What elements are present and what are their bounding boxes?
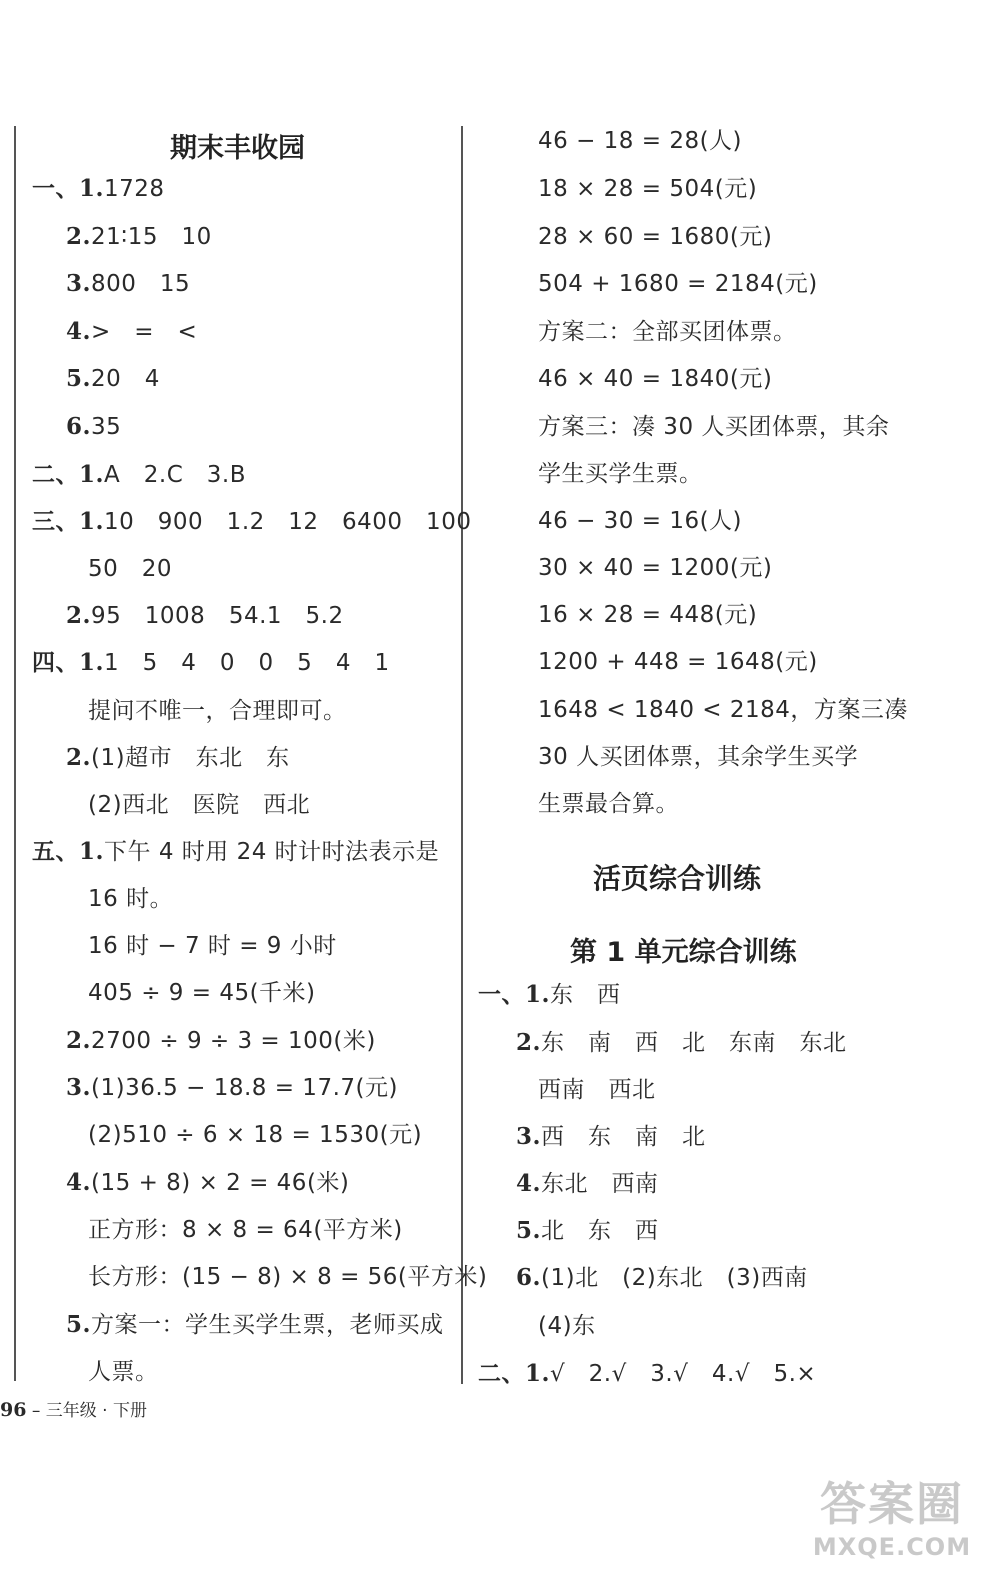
- left-answer-line: [66, 743, 290, 773]
- right-answer-line: [538, 317, 797, 347]
- right-answer-line: [538, 269, 818, 299]
- answer-text: 800 15: [91, 271, 191, 297]
- answer-text: 北 东 西: [541, 1218, 659, 1244]
- answer-text: 1 5 4 0 0 5 4 1: [104, 650, 390, 676]
- right-answer-line: [538, 647, 818, 677]
- right-answer-line: [538, 600, 757, 630]
- unit1-answer-line: [538, 1311, 596, 1341]
- question-number: 一、1.: [478, 981, 551, 1008]
- answer-text: 方案三：凑 30 人买团体票，其余: [538, 414, 890, 440]
- unit1-answer-line: [516, 1169, 659, 1199]
- answer-text: (15 + 8) × 2 = 46(米): [91, 1170, 350, 1196]
- answer-text: 28 × 60 = 1680(元): [538, 224, 773, 250]
- unit1-answer-line: [478, 980, 621, 1010]
- question-number: 5.: [516, 1217, 542, 1244]
- answer-text: 西南 西北: [538, 1077, 656, 1103]
- answer-text: 95 1008 54.1 5.2: [91, 603, 344, 629]
- question-number: 二、1.: [32, 461, 105, 488]
- right-answer-line: [538, 174, 757, 204]
- answer-text: (1)超市 东北 东: [91, 745, 290, 771]
- right-answer-line: [538, 222, 772, 252]
- question-number: 2.: [66, 223, 92, 250]
- right-answer-line: [538, 412, 889, 442]
- question-number: 一、1.: [32, 175, 105, 202]
- right-answer-line: [538, 364, 772, 394]
- answer-text: 2700 ÷ 9 ÷ 3 = 100(米): [91, 1028, 376, 1054]
- left-answer-line: [88, 1357, 159, 1387]
- section-title-worksheet: 活页综合训练: [593, 862, 762, 895]
- answer-text: 东 西: [550, 982, 621, 1008]
- answer-text: 1200 + 448 = 1648(元): [538, 649, 818, 675]
- left-answer-line: [66, 1026, 376, 1056]
- watermark-top-text: 答案圈: [820, 1477, 964, 1531]
- left-answer-line: [88, 1215, 403, 1245]
- question-number: 四、1.: [32, 649, 105, 676]
- left-answer-line: [88, 1120, 422, 1150]
- left-answer-line: [66, 412, 121, 442]
- left-answer-line: [66, 364, 160, 394]
- question-number: 5.: [66, 1311, 92, 1338]
- left-answer-line: [88, 696, 347, 726]
- right-answer-line: [538, 742, 858, 772]
- answer-text: A 2.C 3.B: [104, 462, 246, 488]
- left-answer-line: [32, 174, 165, 204]
- answer-text: 下午 4 时用 24 时计时法表示是: [104, 839, 440, 865]
- footer-dash: –: [31, 1401, 41, 1421]
- answer-text: 方案一：学生买学生票，老师买成: [91, 1312, 444, 1338]
- question-number: 4.: [516, 1170, 542, 1197]
- answer-text: 生票最合算。: [538, 791, 679, 817]
- question-number: 五、1.: [32, 838, 105, 865]
- answer-text: 1728: [104, 176, 165, 202]
- left-answer-line: [66, 1168, 349, 1198]
- right-answer-line: [538, 553, 772, 583]
- footer-grade-label: 三年级 · 下册: [45, 1401, 147, 1421]
- answer-text: 20 4: [91, 366, 160, 392]
- unit1-answer-line: [516, 1028, 847, 1058]
- column-divider: [461, 126, 463, 1384]
- answer-text: (1)36.5 − 18.8 = 17.7(元): [91, 1075, 398, 1101]
- question-number: 三、1.: [32, 508, 105, 535]
- answer-text: 18 × 28 = 504(元): [538, 176, 758, 202]
- unit1-answer-line: [478, 1359, 816, 1389]
- left-answer-line: [66, 1310, 444, 1340]
- question-number: 二、1.: [478, 1360, 551, 1387]
- question-number: 5.: [66, 365, 92, 392]
- answer-text: 10 900 1.2 12 6400 100: [104, 509, 472, 535]
- answer-text: 西 东 南 北: [541, 1124, 706, 1150]
- left-answer-line: [32, 460, 246, 490]
- answer-text: 1648 < 1840 < 2184，方案三凑: [538, 697, 908, 723]
- right-answer-line: [538, 126, 742, 156]
- left-answer-line: [32, 648, 390, 678]
- right-answer-line: [538, 459, 703, 489]
- answer-text: 正方形：8 × 8 = 64(平方米): [88, 1217, 403, 1243]
- answer-text: 提问不唯一，合理即可。: [88, 698, 347, 724]
- answer-text: 46 − 30 = 16(人): [538, 508, 743, 534]
- left-answer-line: [88, 1262, 487, 1292]
- right-answer-line: [538, 789, 679, 819]
- left-answer-line: [88, 978, 316, 1008]
- page-number: 96: [0, 1399, 27, 1421]
- page-footer: [0, 1396, 147, 1421]
- question-number: 6.: [516, 1264, 542, 1291]
- left-answer-line: [66, 1073, 398, 1103]
- left-answer-line: [32, 507, 471, 537]
- answer-text: 46 − 18 = 28(人): [538, 128, 743, 154]
- left-answer-line: [32, 837, 439, 867]
- answer-text: 21∶15 10: [91, 224, 212, 250]
- question-number: 6.: [66, 413, 92, 440]
- answer-text: 35: [91, 414, 122, 440]
- question-number: 2.: [66, 744, 92, 771]
- watermark-logo: [802, 1476, 982, 1571]
- answer-text: (2)西北 医院 西北: [88, 792, 311, 818]
- answer-text: > = <: [91, 319, 198, 345]
- answer-text: 504 + 1680 = 2184(元): [538, 271, 818, 297]
- question-number: 3.: [516, 1123, 542, 1150]
- question-number: 4.: [66, 1169, 92, 1196]
- answer-text: 东 南 西 北 东南 东北: [541, 1030, 847, 1056]
- question-number: 2.: [66, 1027, 92, 1054]
- answer-text: 人票。: [88, 1359, 159, 1385]
- question-number: 4.: [66, 318, 92, 345]
- left-answer-line: [66, 601, 344, 631]
- answer-text: 方案二：全部买团体票。: [538, 319, 797, 345]
- question-number: 3.: [66, 270, 92, 297]
- left-answer-line: [66, 222, 212, 252]
- left-answer-line: [88, 554, 172, 584]
- answer-text: 16 × 28 = 448(元): [538, 602, 758, 628]
- answer-text: 16 时。: [88, 886, 174, 912]
- answer-text: 46 × 40 = 1840(元): [538, 366, 773, 392]
- answer-text: 30 × 40 = 1200(元): [538, 555, 773, 581]
- section-title-final: 期末丰收园: [170, 133, 305, 164]
- left-answer-line: [88, 931, 337, 961]
- question-number: 2.: [66, 602, 92, 629]
- unit1-answer-line: [516, 1122, 706, 1152]
- answer-text: 16 时 − 7 时 = 9 小时: [88, 933, 337, 959]
- right-answer-line: [538, 695, 908, 725]
- answer-text: 长方形：(15 − 8) × 8 = 56(平方米): [88, 1264, 488, 1290]
- left-margin-rule: [14, 126, 16, 1381]
- answer-text: (2)510 ÷ 6 × 18 = 1530(元): [88, 1122, 423, 1148]
- question-number: 2.: [516, 1029, 542, 1056]
- answer-text: √ 2.√ 3.√ 4.√ 5.×: [550, 1361, 817, 1387]
- answer-text: 东北 西南: [541, 1171, 659, 1197]
- answer-text: 405 ÷ 9 = 45(千米): [88, 980, 316, 1006]
- unit1-answer-line: [516, 1263, 808, 1293]
- answer-text: (1)北 (2)东北 (3)西南: [541, 1265, 808, 1291]
- answer-text: 30 人买团体票，其余学生买学: [538, 744, 859, 770]
- watermark-bottom-text: MXQE.COM: [812, 1533, 972, 1561]
- answer-text: 50 20: [88, 556, 173, 582]
- left-answer-line: [66, 317, 197, 347]
- left-answer-line: [66, 269, 190, 299]
- unit1-answer-line: [516, 1216, 659, 1246]
- right-answer-line: [538, 506, 742, 536]
- left-answer-line: [88, 884, 173, 914]
- section-title-unit1: 第 1 单元综合训练: [570, 937, 797, 968]
- unit1-answer-line: [538, 1075, 656, 1105]
- answer-text: 学生买学生票。: [538, 461, 703, 487]
- answer-text: (4)东: [538, 1313, 596, 1339]
- left-answer-line: [88, 790, 310, 820]
- question-number: 3.: [66, 1074, 92, 1101]
